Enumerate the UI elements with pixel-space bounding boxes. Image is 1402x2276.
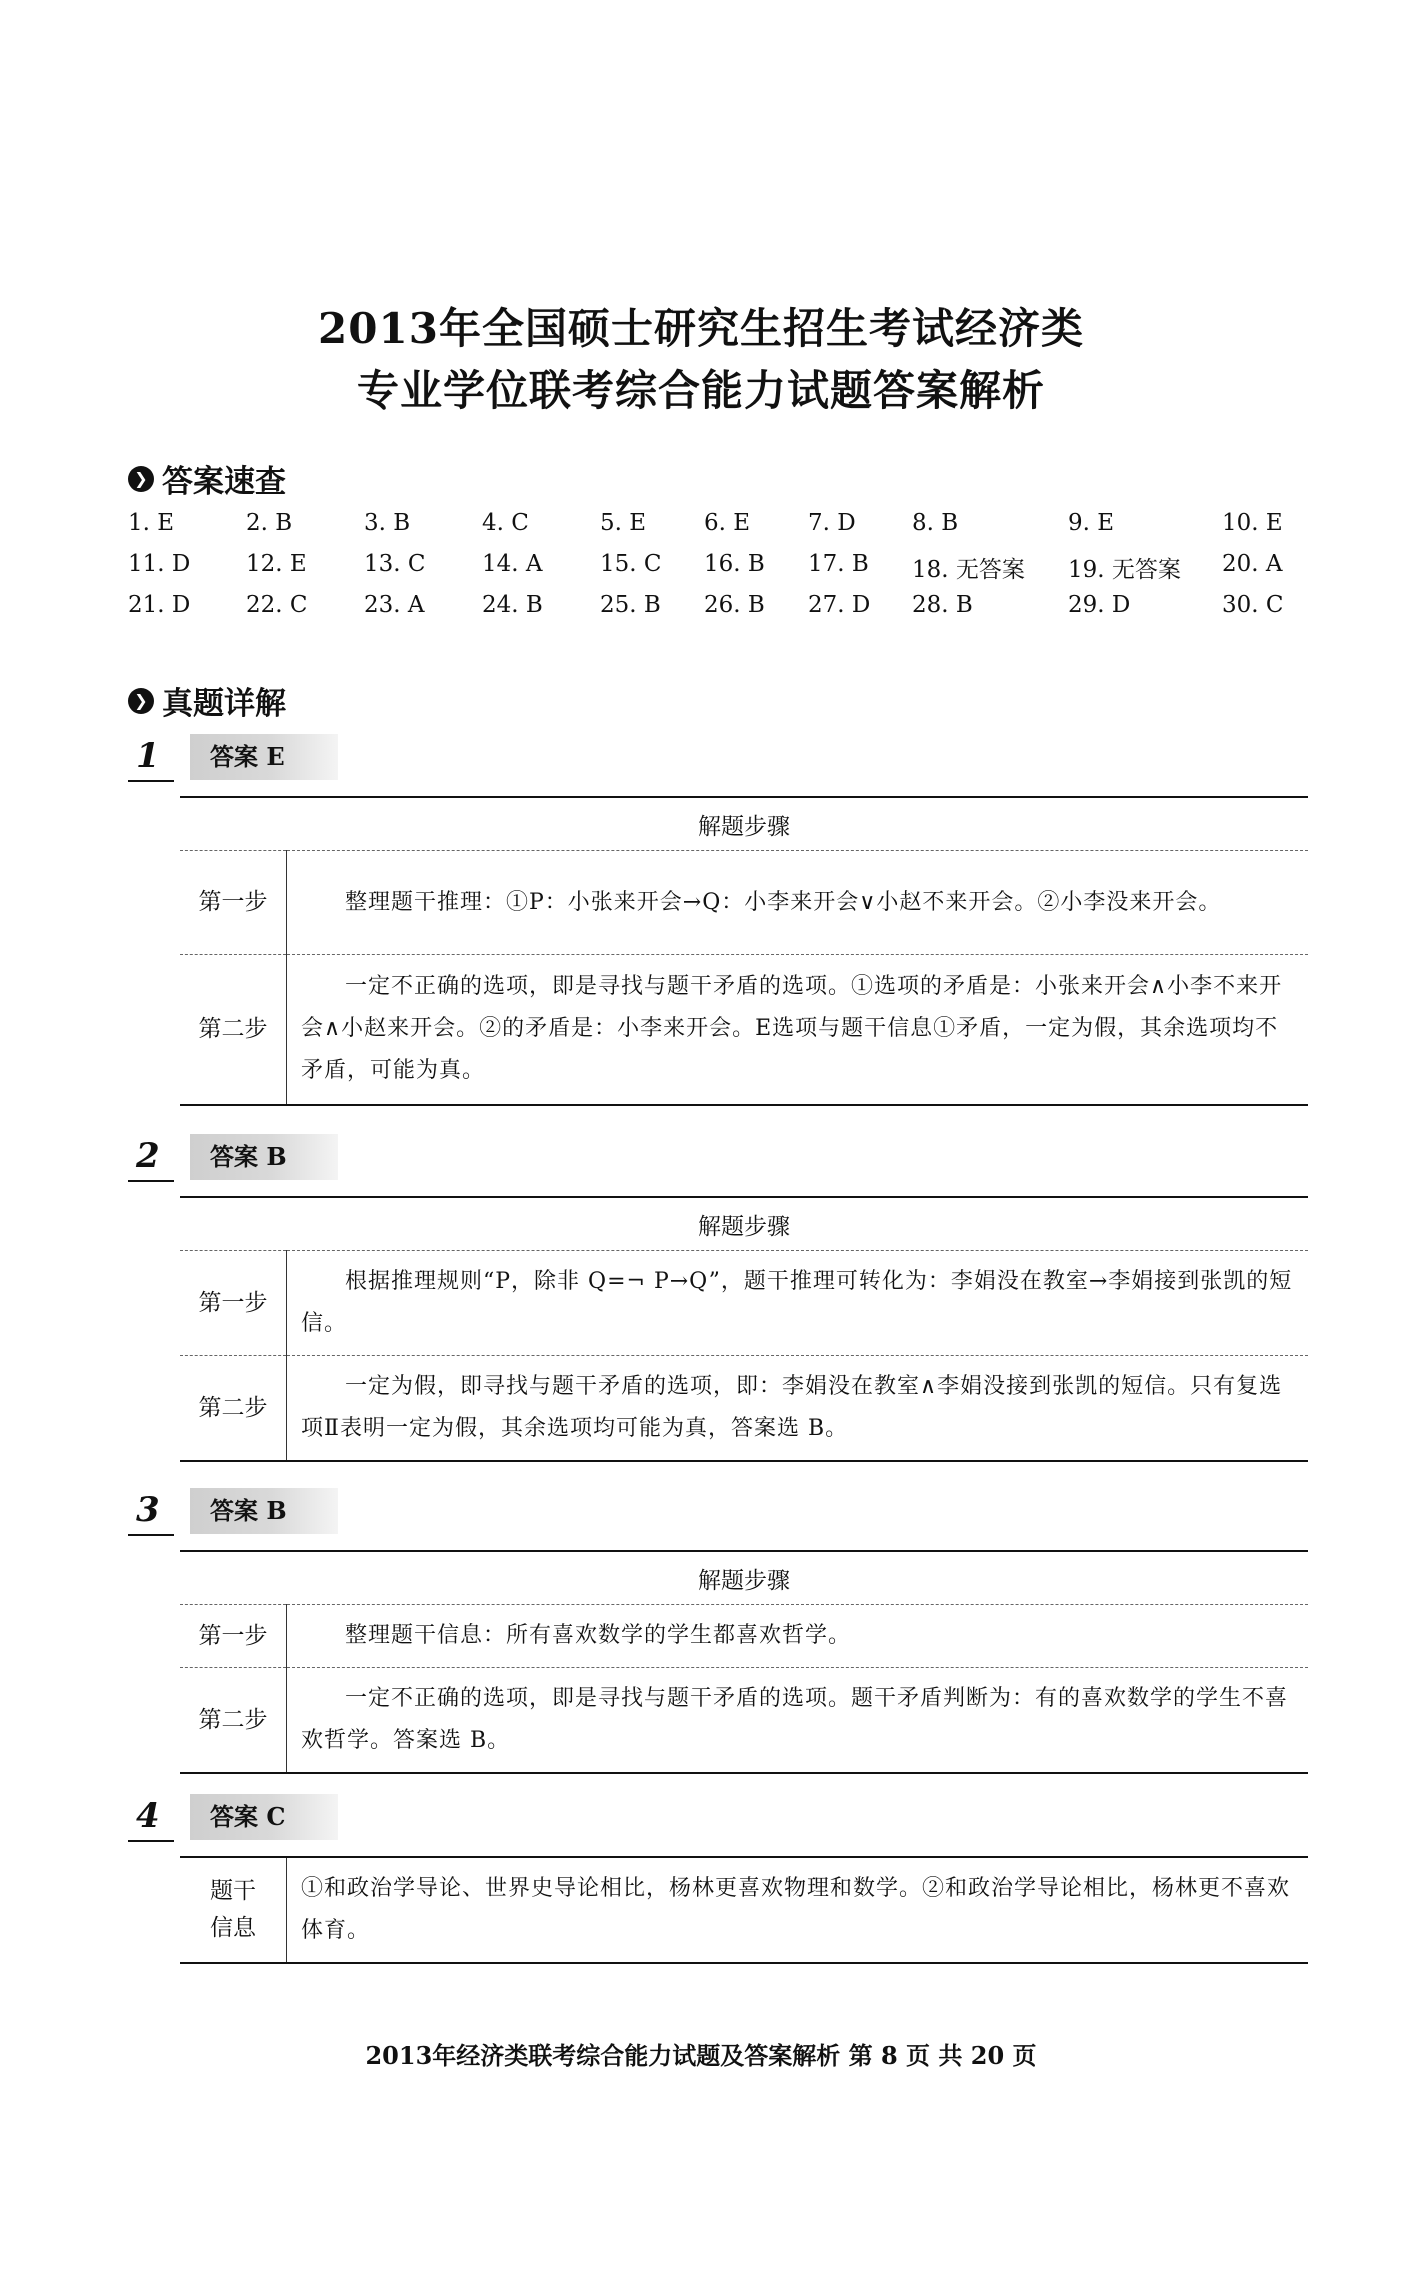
solution-table-header: 解题步骤 — [180, 797, 1308, 851]
answer-cell: 8. B — [912, 510, 959, 536]
answer-cell: 11. D — [128, 551, 191, 577]
answer-cell: 15. C — [600, 551, 662, 577]
solution-table-header: 解题步骤 — [180, 1551, 1308, 1605]
answer-cell: 5. E — [600, 510, 647, 536]
page-footer: 2013年经济类联考综合能力试题及答案解析 第 8 页 共 20 页 — [365, 2041, 1037, 2070]
answer-cell: 30. C — [1222, 592, 1284, 618]
question-header — [128, 1488, 1308, 1538]
answer-cell: 17. B — [808, 551, 869, 577]
page-title-line2: 专业学位联考综合能力试题答案解析 — [356, 366, 1045, 415]
answer-cell: 13. C — [364, 551, 426, 577]
step-label: 第一步 — [180, 1251, 287, 1356]
details-heading — [128, 678, 286, 723]
question-number-underline — [128, 780, 174, 782]
step-text: 一定为假，即寻找与题干矛盾的选项，即：李娟没在教室∧李娟没接到张凯的短信。只有复选项Ⅱ表明一定为假，其余选项均可能为真，答案选 B。 — [287, 1356, 1309, 1462]
question-number-underline — [128, 1534, 174, 1536]
answer-cell: 22. C — [246, 592, 308, 618]
step-text: 一定不正确的选项，即是寻找与题干矛盾的选项。题干矛盾判断为：有的喜欢数学的学生不喜欢哲学。答案选 B。 — [287, 1668, 1309, 1774]
answer-row — [128, 551, 1308, 592]
question-number: 1 — [136, 736, 160, 776]
step-label: 第一步 — [180, 851, 287, 955]
answer-cell: 1. E — [128, 510, 175, 536]
step-label: 第二步 — [180, 1356, 287, 1462]
answer-cell: 3. B — [364, 510, 411, 536]
step-text: 根据推理规则“P，除非 Q=¬ P→Q”，题干推理可转化为：李娟没在教室→李娟接到张凯的短信。 — [287, 1251, 1309, 1356]
answer-cell: 23. A — [364, 592, 425, 618]
answer-badge: 答案 B — [190, 1134, 338, 1180]
step-text: 整理题干信息：所有喜欢数学的学生都喜欢哲学。 — [287, 1605, 1309, 1668]
info-label: 题干信息 — [180, 1857, 287, 1963]
arrow-circle-icon: ❯ — [128, 688, 154, 714]
answer-cell: 2. B — [246, 510, 293, 536]
question-number: 2 — [136, 1136, 160, 1176]
answer-cell: 28. B — [912, 592, 973, 618]
answer-cell: 12. E — [246, 551, 307, 577]
answer-badge: 答案 C — [190, 1794, 338, 1840]
answer-cell: 20. A — [1222, 551, 1283, 577]
answer-cell: 26. B — [704, 592, 765, 618]
step-label: 第二步 — [180, 955, 287, 1105]
details-heading-label: 真题详解 — [162, 686, 286, 722]
question-number: 4 — [136, 1796, 160, 1836]
answer-cell: 24. B — [482, 592, 543, 618]
answer-cell: 10. E — [1222, 510, 1283, 536]
answer-cell: 18. 无答案 — [912, 557, 1025, 583]
question-header — [128, 1134, 1308, 1184]
answer-cell: 9. E — [1068, 510, 1115, 536]
answer-grid — [128, 510, 1308, 633]
quick-answers-heading — [128, 456, 286, 501]
answer-row — [128, 510, 1308, 551]
answer-cell: 19. 无答案 — [1068, 557, 1181, 583]
arrow-circle-icon: ❯ — [128, 466, 154, 492]
quick-answers-heading-label: 答案速查 — [162, 464, 286, 500]
info-text: ①和政治学导论、世界史导论相比，杨林更喜欢物理和数学。②和政治学导论相比，杨林更不喜欢体育。 — [287, 1857, 1309, 1963]
step-text: 一定不正确的选项，即是寻找与题干矛盾的选项。①选项的矛盾是：小张来开会∧小李不来开会∧小赵来开会。②的矛盾是：小李来开会。E选项与题干信息①矛盾，一定为假，其余选项均不矛盾，可能为真。 — [287, 955, 1309, 1105]
answer-cell: 29. D — [1068, 592, 1131, 618]
step-text: 整理题干推理：①P：小张来开会→Q：小李来开会∨小赵不来开会。②小李没来开会。 — [287, 851, 1309, 955]
answer-cell: 14. A — [482, 551, 543, 577]
answer-row — [128, 592, 1308, 633]
solution-table — [180, 1196, 1308, 1462]
answer-badge: 答案 E — [190, 734, 338, 780]
answer-cell: 27. D — [808, 592, 871, 618]
answer-cell: 16. B — [704, 551, 765, 577]
question-header — [128, 734, 1308, 784]
answer-badge: 答案 B — [190, 1488, 338, 1534]
question-number-underline — [128, 1840, 174, 1842]
step-label: 第一步 — [180, 1605, 287, 1668]
solution-table-header: 解题步骤 — [180, 1197, 1308, 1251]
solution-table — [180, 1550, 1308, 1774]
answer-cell: 25. B — [600, 592, 661, 618]
answer-cell: 21. D — [128, 592, 191, 618]
answer-cell: 7. D — [808, 510, 856, 536]
question-header — [128, 1794, 1308, 1844]
answer-cell: 6. E — [704, 510, 751, 536]
solution-table — [180, 796, 1308, 1106]
step-label: 第二步 — [180, 1668, 287, 1774]
info-table — [180, 1856, 1308, 1964]
question-number-underline — [128, 1180, 174, 1182]
page-title-line1: 2013年全国硕士研究生招生考试经济类 — [318, 304, 1084, 353]
question-number: 3 — [136, 1490, 160, 1530]
answer-cell: 4. C — [482, 510, 529, 536]
